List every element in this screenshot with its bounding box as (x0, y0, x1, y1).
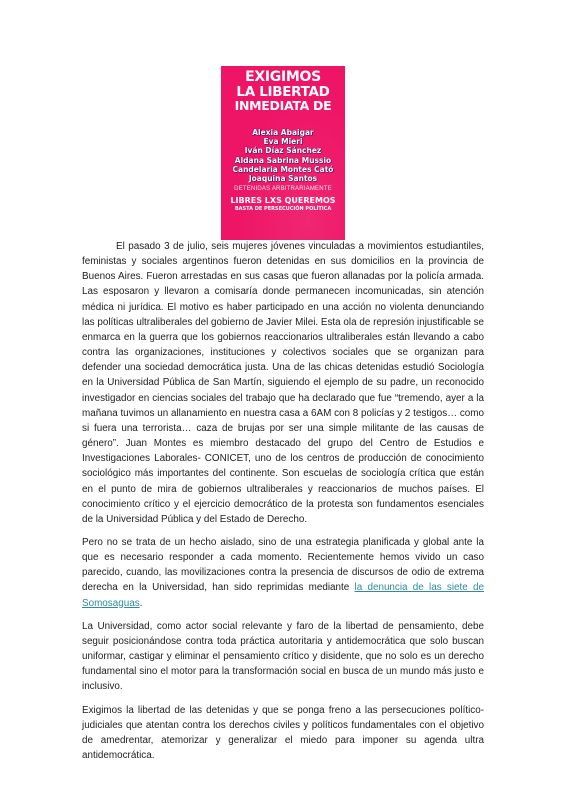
paragraph-2 (82, 535, 484, 611)
somosaguas-link[interactable]: la denuncia de las siete de Somosaguas (82, 582, 484, 609)
poster-heading-line-1: EXIGIMOS (245, 69, 321, 85)
campaign-poster-image (221, 66, 345, 240)
poster-heading-line-2: LA LIBERTAD (236, 84, 330, 100)
paragraph-2-end: . (139, 597, 143, 609)
poster-name: Iván Díaz Sánchez (244, 146, 322, 156)
paragraph-2-text: Pero no se trata de un hecho aislado, sino de una estrategia planificada y global ante la que es necesario responder a cada momento. Recientemente hemos vivido un caso parecido, cuando, las movilizaciones contra la presencia de discursos de odio de extrema derecha en la Universidad, han sido reprimidas mediante (82, 536, 484, 594)
poster-names-list (221, 128, 345, 183)
poster-name: Alexia Abaigar (252, 128, 314, 137)
paragraph-4: Exigimos la libertad de las detenidas y que se ponga freno a las persecuciones político-judiciales que atentan contra los derechos civiles y políticos fundamentales con el objetivo de amedrentar, atemorizar y generalizar el miedo para imponer su agenda ultra antidemocrática. (82, 704, 484, 761)
poster-subslogan: BASTA DE PERSECUCIÓN POLÍTICA (234, 206, 332, 212)
poster-detained-label: DETENIDAS ARBITRARIAMENTE (234, 186, 332, 192)
poster-name: Eva Mieri (263, 137, 303, 147)
poster-name: Aldana Sabrina Mussio (234, 155, 332, 165)
poster-slogan: LIBRES LXS QUEREMOS (230, 196, 336, 205)
paragraph-3: La Universidad, como actor social relevante y faro de la libertad de pensamiento, debe seguir posicionándose contra toda práctica autoritaria y antidemocrática que solo buscan uniformar, castigar y eliminar el pensamiento crítico y disidente, que no solo es un derecho fundamental sino el motor para la transformación social en busca de un mundo más justo e inclusivo. (82, 620, 484, 693)
poster-name: Joaquina Santos (248, 174, 318, 184)
poster-heading-line-3: INMEDIATA DE (234, 98, 332, 113)
article-body (82, 239, 484, 771)
poster-name: Candelaria Montes Cató (232, 164, 334, 174)
paragraph-1: El pasado 3 de julio, seis mujeres jóvenes vinculadas a movimientos estudiantiles, feministas y sociales argentinos fueron detenidas en sus domicilios en la provincia de Buenos Aires. Fueron arrestadas en sus casas que fueron allanadas por la policía armada. Las esposaron y llevaron a comisaría donde permanecen incomunicadas, sin atención médica ni jurídica. El motivo es haber participado en una acción no violenta denunciando las políticas ultraliberales del gobierno de Javier Milei. Esta ola de represión injustificable se enmarca en la guerra que los gobiernos reaccionarios ultraliberales están llevando a cabo contra las organizaciones, instituciones y colectivos sociales que se organizan para defender una sociedad democrática justa. Una de las chicas detenidas estudió Sociología en la Universidad Pública de San Martín, siguiendo el ejemplo de su padre, un reconocido investigador en ciencias sociales del trabajo que ha declarado que fue “tremendo, ayer a la mañana tuvimos un allanamiento en nuestra casa a 6AM con 8 policías y 2 testigos… como si fuera una terrorista… caza de brujas por ser una simple militante de las causas de género”. Juan Montes es miembro destacado del grupo del Centro de Estudios e Investigaciones Laborales- CONICET, uno de los centros de producción de conocimiento sociológico más importantes del continente. Son escuelas de sociología crítica que están en el punto de mira de gobiernos ultraliberales y reaccionarios de muchos países. El conocimiento crítico y el ejercicio democrático de la protesta son fundamentos esenciales de la Universidad Pública y del Estado de Derecho. (82, 241, 484, 525)
